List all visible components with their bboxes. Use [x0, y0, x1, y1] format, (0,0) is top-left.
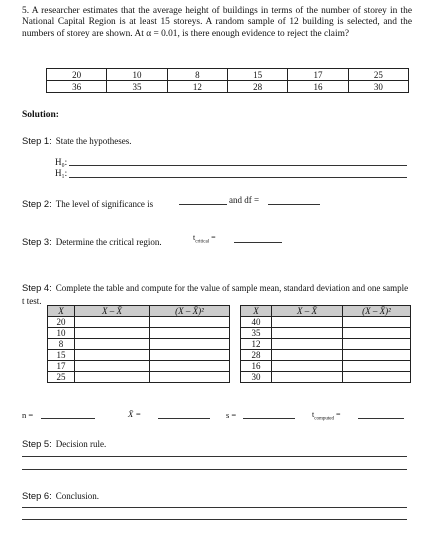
answer-cell[interactable] [343, 328, 411, 339]
step-4-text: Complete the table and compute for the value of sample mean, standard deviation and one sample t test. [22, 283, 409, 306]
column-header-squared: (X – X̄)² [150, 306, 230, 317]
answer-cell[interactable] [343, 350, 411, 361]
table-cell: 15 [227, 69, 287, 81]
x-value: 28 [241, 350, 272, 361]
answer-cell[interactable] [150, 350, 230, 361]
s-label: s = [226, 410, 237, 420]
answer-cell[interactable] [272, 328, 343, 339]
s-answer-line[interactable] [243, 418, 295, 419]
column-header-deviation: X – X̄ [75, 306, 150, 317]
step-3-heading [22, 232, 162, 250]
step-1-text: State the hypotheses. [55, 136, 132, 146]
step-4-prefix: Step 4: [22, 282, 52, 293]
step-6-text: Conclusion. [55, 491, 99, 501]
solution-heading: Solution: [22, 110, 59, 120]
step-6-prefix: Step 6: [22, 490, 52, 501]
table-row [48, 361, 230, 372]
t-critical-label: $t_{critical}$ = [193, 233, 216, 245]
answer-cell[interactable] [75, 317, 150, 328]
conclusion-answer-line[interactable] [22, 507, 407, 508]
answer-cell[interactable] [343, 317, 411, 328]
table-row [48, 306, 230, 317]
h0-answer-line[interactable] [69, 165, 407, 166]
sample-data-table [46, 68, 409, 93]
x-value: 16 [241, 361, 272, 372]
table-cell: 28 [227, 81, 287, 93]
x-value: 30 [241, 372, 272, 383]
table-row [48, 328, 230, 339]
answer-cell[interactable] [75, 339, 150, 350]
table-cell: 20 [47, 69, 107, 81]
column-header-squared: (X – X̄)² [343, 306, 411, 317]
table-row [241, 361, 411, 372]
answer-cell[interactable] [343, 361, 411, 372]
step-2-heading [22, 194, 153, 212]
step-3-text: Determine the critical region. [55, 237, 162, 247]
step-5-text: Decision rule. [55, 439, 107, 449]
x-value: 12 [241, 339, 272, 350]
table-cell: 12 [167, 81, 227, 93]
step-5-prefix: Step 5: [22, 438, 52, 449]
x-value: 8 [48, 339, 75, 350]
answer-cell[interactable] [150, 328, 230, 339]
answer-cell[interactable] [343, 372, 411, 383]
column-header-deviation: X – X̄ [272, 306, 343, 317]
answer-cell[interactable] [343, 339, 411, 350]
answer-cell[interactable] [75, 361, 150, 372]
table-row [241, 372, 411, 383]
column-header-x: X [241, 306, 272, 317]
table-row [241, 328, 411, 339]
answer-cell[interactable] [75, 328, 150, 339]
x-value: 17 [48, 361, 75, 372]
x-value: 25 [48, 372, 75, 383]
table-cell: 30 [348, 81, 408, 93]
step-3-prefix: Step 3: [22, 236, 52, 247]
step-6-heading [22, 486, 99, 504]
table-row [47, 69, 409, 81]
df-label: and df = [229, 195, 260, 205]
answer-cell[interactable] [150, 317, 230, 328]
answer-cell[interactable] [272, 339, 343, 350]
significance-answer-line[interactable] [179, 204, 227, 205]
x-value: 20 [48, 317, 75, 328]
answer-cell[interactable] [150, 372, 230, 383]
answer-cell[interactable] [150, 361, 230, 372]
step-2-prefix: Step 2: [22, 198, 52, 209]
x-value: 15 [48, 350, 75, 361]
h1-label: H₁: [55, 168, 68, 178]
step-2-text: The level of significance is [55, 199, 154, 209]
table-cell: 35 [107, 81, 167, 93]
answer-cell[interactable] [75, 350, 150, 361]
column-header-x: X [48, 306, 75, 317]
computation-table-left [47, 305, 230, 383]
x-value: 10 [48, 328, 75, 339]
conclusion-answer-line[interactable] [22, 519, 407, 520]
table-row [48, 372, 230, 383]
x-value: 40 [241, 317, 272, 328]
t-computed-label: $t_{computed}$ = [312, 410, 341, 422]
answer-cell[interactable] [75, 372, 150, 383]
t-computed-answer-line[interactable] [358, 418, 404, 419]
table-row [48, 317, 230, 328]
table-row [48, 339, 230, 350]
xbar-label: X̄ = [128, 409, 142, 419]
table-row [241, 317, 411, 328]
step-4-heading [22, 281, 412, 307]
answer-cell[interactable] [272, 317, 343, 328]
xbar-answer-line[interactable] [158, 418, 210, 419]
answer-cell[interactable] [272, 372, 343, 383]
step-1-heading [22, 131, 131, 149]
h1-answer-line[interactable] [69, 177, 407, 178]
table-cell: 8 [167, 69, 227, 81]
table-cell: 10 [107, 69, 167, 81]
table-cell: 36 [47, 81, 107, 93]
computation-table-right [240, 305, 411, 383]
n-answer-line[interactable] [41, 418, 95, 419]
h0-label: H₀: [55, 157, 68, 167]
answer-cell[interactable] [150, 339, 230, 350]
table-cell: 25 [348, 69, 408, 81]
decision-answer-line[interactable] [22, 456, 407, 457]
step-5-heading [22, 434, 106, 452]
table-row [47, 81, 409, 93]
table-cell: 16 [288, 81, 348, 93]
problem-statement: 5. A researcher estimates that the average height of buildings in terms of the number of storey in the National Capital Region is at least 15 storeys. A random sample of 12 building is selected, and the numbers of storey are shown. At α = 0.01, is there enough evidence to reject the claim? [22, 6, 412, 39]
decision-answer-line[interactable] [22, 469, 407, 470]
table-row [241, 306, 411, 317]
answer-cell[interactable] [272, 361, 343, 372]
t-critical-answer-line[interactable] [234, 242, 282, 243]
table-row [241, 339, 411, 350]
table-row [48, 350, 230, 361]
table-cell: 17 [288, 69, 348, 81]
x-value: 35 [241, 328, 272, 339]
n-label: n = [22, 410, 34, 420]
answer-cell[interactable] [272, 350, 343, 361]
table-row [241, 350, 411, 361]
step-1-prefix: Step 1: [22, 135, 52, 146]
df-answer-line[interactable] [268, 204, 320, 205]
